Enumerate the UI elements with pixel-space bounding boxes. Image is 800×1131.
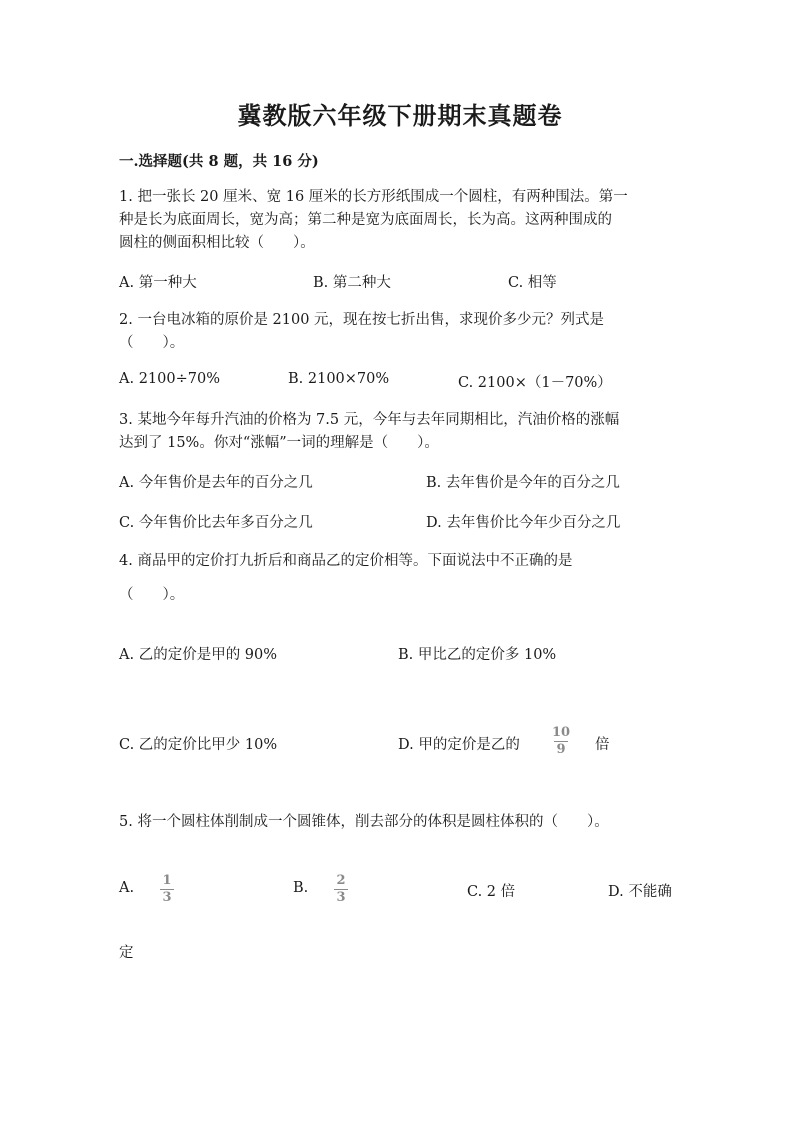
fraction-numerator: 10 <box>552 725 571 740</box>
q5-option-b[interactable]: B. <box>293 880 309 896</box>
fraction-denominator: 3 <box>162 890 172 905</box>
q5-option-c[interactable]: C. 2 倍 <box>467 884 516 900</box>
q4-option-a[interactable]: A. 乙的定价是甲的 90% <box>119 647 278 663</box>
q3-option-d[interactable]: D. 去年售价比今年少百分之几 <box>426 515 621 531</box>
q1-option-a[interactable]: A. 第一种大 <box>119 275 197 291</box>
q5-option-a[interactable]: A. <box>119 880 135 896</box>
q4-option-b[interactable]: B. 甲比乙的定价多 10% <box>398 647 557 663</box>
q5-option-d[interactable]: D. 不能确 <box>608 884 672 900</box>
q2-option-b[interactable]: B. 2100×70% <box>288 371 390 387</box>
q1-option-b[interactable]: B. 第二种大 <box>313 275 391 291</box>
fraction-denominator: 9 <box>556 742 566 757</box>
question-4-line-2: （ ）。 <box>119 587 185 603</box>
q3-option-a[interactable]: A. 今年售价是去年的百分之几 <box>119 475 313 491</box>
question-2 <box>119 309 604 355</box>
question-1-line-1: 1. 把一张长 20 厘米、宽 16 厘米的长方形纸围成一个圆柱，有两种围法。第一 <box>119 189 628 205</box>
page-title: 冀教版六年级下册期末真题卷 <box>237 101 563 130</box>
section-heading: 一.选择题(共 8 题，共 16 分) <box>119 153 319 170</box>
q2-option-c[interactable]: C. 2100×（1－70%） <box>458 375 612 391</box>
question-2-line-1: 2. 一台电冰箱的原价是 2100 元，现在按七折出售，求现价多少元？列式是 <box>119 312 605 328</box>
q4-option-c[interactable]: C. 乙的定价比甲少 10% <box>119 737 278 753</box>
fraction-denominator: 3 <box>336 890 346 905</box>
question-3-line-2: 达到了 15%。你对“涨幅”一词的理解是（ ）。 <box>119 435 439 451</box>
q4-option-d[interactable]: D. 甲的定价是乙的 <box>398 737 520 753</box>
q5-option-a-fraction <box>160 874 174 905</box>
question-1-line-2: 种是长为底面周长，宽为高；第二种是宽为底面周长，长为高。这两种围成的 <box>119 212 612 228</box>
question-1-line-3: 圆柱的侧面积相比较（ ）。 <box>119 235 315 251</box>
q3-option-b[interactable]: B. 去年售价是今年的百分之几 <box>426 475 620 491</box>
question-4-line-1: 4. 商品甲的定价打九折后和商品乙的定价相等。下面说法中不正确的是 <box>119 553 573 569</box>
q5-option-b-fraction <box>334 874 348 905</box>
question-5: 5. 将一个圆柱体削制成一个圆锥体，削去部分的体积是圆柱体积的（ ）。 <box>119 814 609 830</box>
q4-option-d-fraction <box>552 726 570 757</box>
question-2-line-2: （ ）。 <box>119 335 185 351</box>
question-1 <box>119 186 628 255</box>
question-3-line-1: 3. 某地今年每升汽油的价格为 7.5 元，今年与去年同期相比，汽油价格的涨幅 <box>119 412 620 428</box>
fraction-numerator: 1 <box>162 873 172 888</box>
q5-option-d-wrap: 定 <box>119 945 134 961</box>
fraction-numerator: 2 <box>336 873 346 888</box>
q1-option-c[interactable]: C. 相等 <box>508 275 557 291</box>
q4-option-d-suffix: 倍 <box>595 737 610 753</box>
q2-option-a[interactable]: A. 2100÷70% <box>119 371 220 387</box>
question-3 <box>119 409 619 455</box>
q3-option-c[interactable]: C. 今年售价比去年多百分之几 <box>119 515 313 531</box>
